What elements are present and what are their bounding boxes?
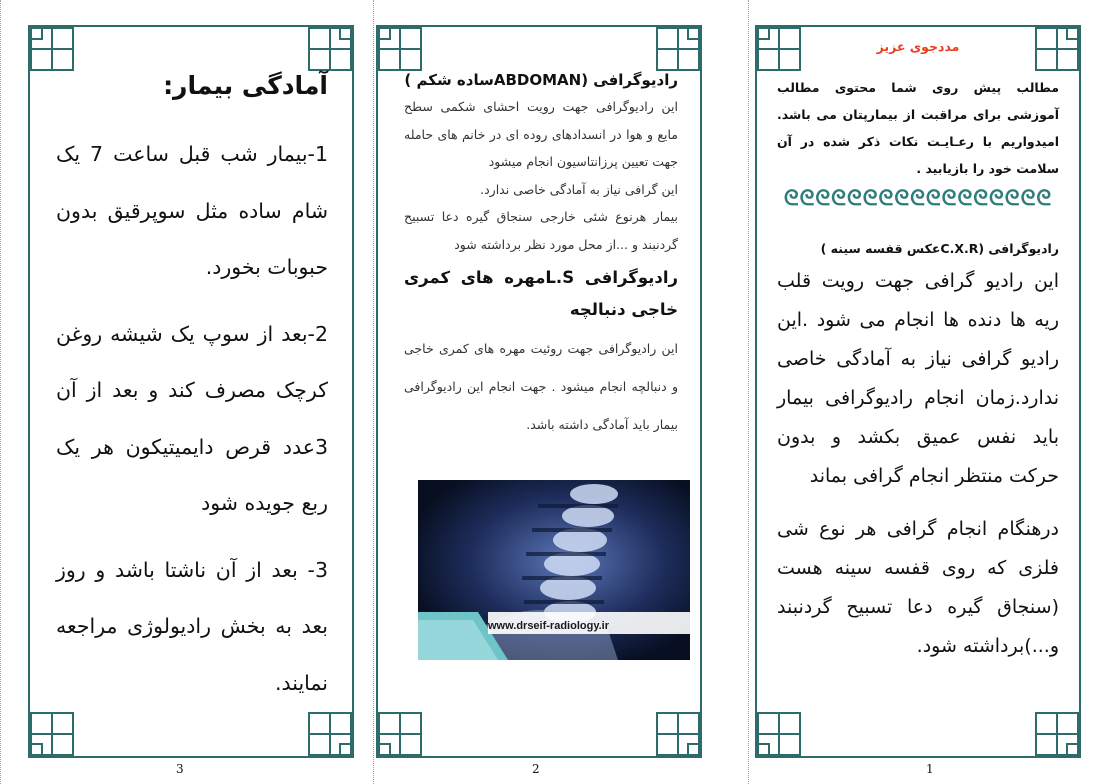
preparation-heading: آمادگی بیمار:: [163, 71, 328, 100]
page-guide-3: [748, 0, 749, 784]
intro-text: مطالب پیش روی شما محتوی مطالب آموزشی برای مراقبت از بیمارپتان می باشد. امیدواریم با رعـایـت نکات ذکر شده در آن سلامت خود را بازیابید .: [777, 80, 1059, 176]
spine-heading: رادیوگرافی L.Sمهره های کمری خاجی دنبالچه: [404, 268, 678, 319]
spine-description: این رادیوگرافی جهت روئیت مهره های کمری خاجی و دنبالچه انجام میشود . جهت انجام این رادیوگرافی بیمار باید آمادگی داشته باشد.: [404, 341, 678, 432]
panel-chest-xray: [755, 25, 1081, 758]
page-number-2: 2: [532, 762, 540, 776]
spine-xray-image: [418, 480, 690, 660]
abdomen-description: این رادیوگرافی جهت رویت احشای شکمی سطح مایع و هوا در انسدادهای روده ای در خانم های حامله جهت تعیین پرزانتاسیون انجام میشود: [404, 99, 678, 169]
corner-ornament-top-left: [378, 27, 422, 71]
panel2-content: [404, 69, 678, 444]
image-caption: www.drseif-radiology.ir: [488, 620, 610, 632]
preparation-step-2: 2-بعد از سوپ یک شیشه روغن کرچک مصرف کند و بعد از آن 3عدد قرص دایمیتیکون هر یک ربع جویده شود: [56, 321, 328, 515]
panel-patient-preparation: [28, 25, 354, 758]
page-number-1: 1: [926, 762, 934, 776]
swirl-divider: ᘓᘓᘓᘓᘓᘓᘓᘓᘓᘓᘓᘓᘓᘓᘓᘓᘓ: [783, 186, 1053, 210]
preparation-step-3: 3- بعد از آن ناشتا باشد و روز بعد به بخش رادیولوژی مراجعه نمایند.: [56, 557, 328, 695]
corner-ornament-bottom-right: [656, 712, 700, 756]
corner-ornament-top-right: [656, 27, 700, 71]
chest-xray-heading: رادیوگرافی (C.X.Rعکس قفسه سینه ): [820, 241, 1059, 256]
corner-ornament-bottom-right: [1035, 712, 1079, 756]
corner-ornament-bottom-left: [757, 712, 801, 756]
corner-ornament-bottom-left: [378, 712, 422, 756]
greeting-title: مددجوی عزیز: [876, 39, 960, 54]
abdomen-metal-note: بیمار هرنوع شئی خارجی سنجاق گیره دعا تسبیح گردنبند و ...از محل مورد نظر برداشته شود: [404, 209, 678, 252]
panel3-content: [56, 71, 328, 721]
page-number-3: 3: [176, 762, 184, 776]
page-guide-1: [0, 0, 1, 784]
chest-xray-metal-note: درهنگام انجام گرافی هر نوع شی فلزی که روی قفسه سینه هست (سنجاق گیره دعا تسبیح گردنبند و...)برداشته شود.: [777, 518, 1059, 657]
panel-abdomen-spine: [376, 25, 702, 758]
panel1-content: [777, 39, 1059, 680]
page-guide-2: [373, 0, 374, 784]
corner-ornament-top-left: [30, 27, 74, 71]
preparation-step-1: 1-بیمار شب قبل ساعت 7 یک شام ساده مثل سوپرقیق بدون حبوبات بخورد.: [56, 142, 328, 279]
abdomen-heading: رادیوگرافی (ABDOMANساده شکم ): [404, 71, 678, 89]
abdomen-preparation-note: این گرافی نیاز به آمادگی خاصی ندارد.: [480, 181, 678, 197]
corner-ornament-top-right: [308, 27, 352, 71]
chest-xray-description: این رادیو گرافی جهت رویت قلب ریه ها دنده ها انجام می شود .این رادیو گرافی نیاز به آمادگی خاصی ندارد.زمان انجام رادیوگرافی بیمار باید نفس عمیق بکشد و بدون حرکت منتظر انجام گرافی بماند: [777, 270, 1059, 487]
